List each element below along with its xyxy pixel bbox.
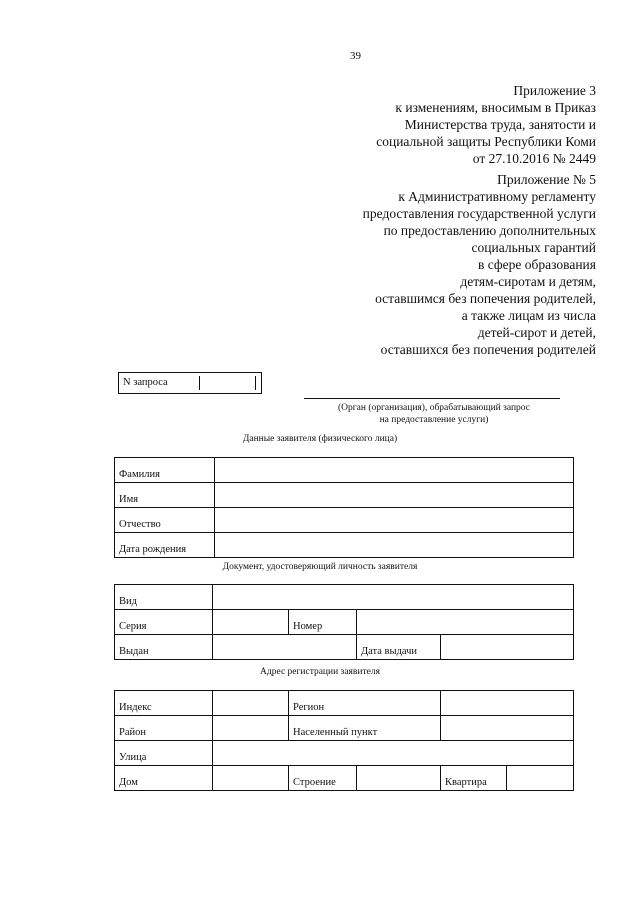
appendix-5-line: социальных гарантий bbox=[471, 240, 596, 255]
registration-address-table bbox=[114, 690, 574, 791]
birth-date-field[interactable] bbox=[215, 533, 574, 558]
table-row bbox=[115, 691, 574, 716]
building-label: Строение bbox=[289, 766, 357, 791]
organization-signature-line[interactable] bbox=[304, 398, 560, 399]
appendix-5-line: а также лицам из числа bbox=[461, 308, 596, 323]
document-number-field[interactable] bbox=[357, 610, 574, 635]
appendix-3-line: Министерства труда, занятости и bbox=[404, 117, 596, 132]
appendix-5-line: детям-сиротам и детям, bbox=[460, 274, 596, 289]
appendix-5-line: предоставления государственной услуги bbox=[362, 206, 596, 221]
table-row bbox=[115, 635, 574, 660]
first-name-field[interactable] bbox=[215, 483, 574, 508]
page-number: 39 bbox=[350, 50, 361, 62]
issue-date-field[interactable] bbox=[441, 635, 574, 660]
document-type-field[interactable] bbox=[213, 585, 574, 610]
document-series-field[interactable] bbox=[213, 610, 289, 635]
settlement-field[interactable] bbox=[441, 716, 574, 741]
appendix-5-line: оставшихся без попечения родителей bbox=[380, 342, 596, 357]
appendix-3-line: к изменениям, вносимым в Приказ bbox=[395, 100, 596, 115]
issued-by-label: Выдан bbox=[115, 635, 213, 660]
house-label: Дом bbox=[115, 766, 213, 791]
table-row bbox=[115, 533, 574, 558]
issued-by-field[interactable] bbox=[213, 635, 357, 660]
apartment-field[interactable] bbox=[507, 766, 574, 791]
appendix-5-line: к Административному регламенту bbox=[398, 189, 596, 204]
appendix-5-line: в сфере образования bbox=[478, 257, 596, 272]
applicant-table bbox=[114, 457, 574, 558]
settlement-label: Населенный пункт bbox=[289, 716, 441, 741]
request-number-label: N запроса bbox=[123, 377, 168, 388]
region-label: Регион bbox=[289, 691, 441, 716]
appendix-5-line: Приложение № 5 bbox=[497, 172, 596, 187]
organization-caption bbox=[300, 402, 568, 426]
table-row bbox=[115, 716, 574, 741]
table-row bbox=[115, 766, 574, 791]
request-number-divider bbox=[199, 376, 200, 390]
table-row bbox=[115, 610, 574, 635]
applicant-section-title: Данные заявителя (физического лица) bbox=[242, 434, 398, 444]
appendix-5-line: оставшимся без попечения родителей, bbox=[375, 291, 596, 306]
region-field[interactable] bbox=[441, 691, 574, 716]
document-type-label: Вид bbox=[115, 585, 213, 610]
appendix-5-line: по предоставлению дополнительных bbox=[383, 223, 596, 238]
table-row bbox=[115, 508, 574, 533]
building-field[interactable] bbox=[357, 766, 441, 791]
organization-caption-line: на предоставление услуги) bbox=[379, 415, 489, 425]
birth-date-label: Дата рождения bbox=[115, 533, 215, 558]
document-series-label: Серия bbox=[115, 610, 213, 635]
appendix-5-line: детей-сирот и детей, bbox=[477, 325, 596, 340]
district-field[interactable] bbox=[213, 716, 289, 741]
appendix-3-line: социальной защиты Республики Коми bbox=[376, 134, 596, 149]
identity-document-table bbox=[114, 584, 574, 660]
postal-index-label: Индекс bbox=[115, 691, 213, 716]
appendix-3-line: Приложение 3 bbox=[513, 83, 596, 98]
table-row bbox=[115, 483, 574, 508]
identity-document-section-title: Документ, удостоверяющий личность заявителя bbox=[222, 562, 418, 572]
street-label: Улица bbox=[115, 741, 213, 766]
surname-label: Фамилия bbox=[115, 458, 215, 483]
surname-field[interactable] bbox=[215, 458, 574, 483]
request-number-divider bbox=[255, 376, 256, 390]
first-name-label: Имя bbox=[115, 483, 215, 508]
document-number-label: Номер bbox=[289, 610, 357, 635]
request-number-box[interactable] bbox=[118, 372, 262, 394]
patronymic-field[interactable] bbox=[215, 508, 574, 533]
table-row bbox=[115, 585, 574, 610]
registration-address-section-title: Адрес регистрации заявителя bbox=[260, 667, 380, 677]
appendix-3-header bbox=[376, 82, 596, 167]
table-row bbox=[115, 741, 574, 766]
apartment-label: Квартира bbox=[441, 766, 507, 791]
postal-index-field[interactable] bbox=[213, 691, 289, 716]
appendix-3-line: от 27.10.2016 № 2449 bbox=[472, 151, 596, 166]
organization-caption-line: (Орган (организация), обрабатывающий запрос bbox=[337, 403, 530, 413]
house-field[interactable] bbox=[213, 766, 289, 791]
district-label: Район bbox=[115, 716, 213, 741]
street-field[interactable] bbox=[213, 741, 574, 766]
appendix-5-header bbox=[363, 171, 596, 358]
issue-date-label: Дата выдачи bbox=[357, 635, 441, 660]
patronymic-label: Отчество bbox=[115, 508, 215, 533]
table-row bbox=[115, 458, 574, 483]
